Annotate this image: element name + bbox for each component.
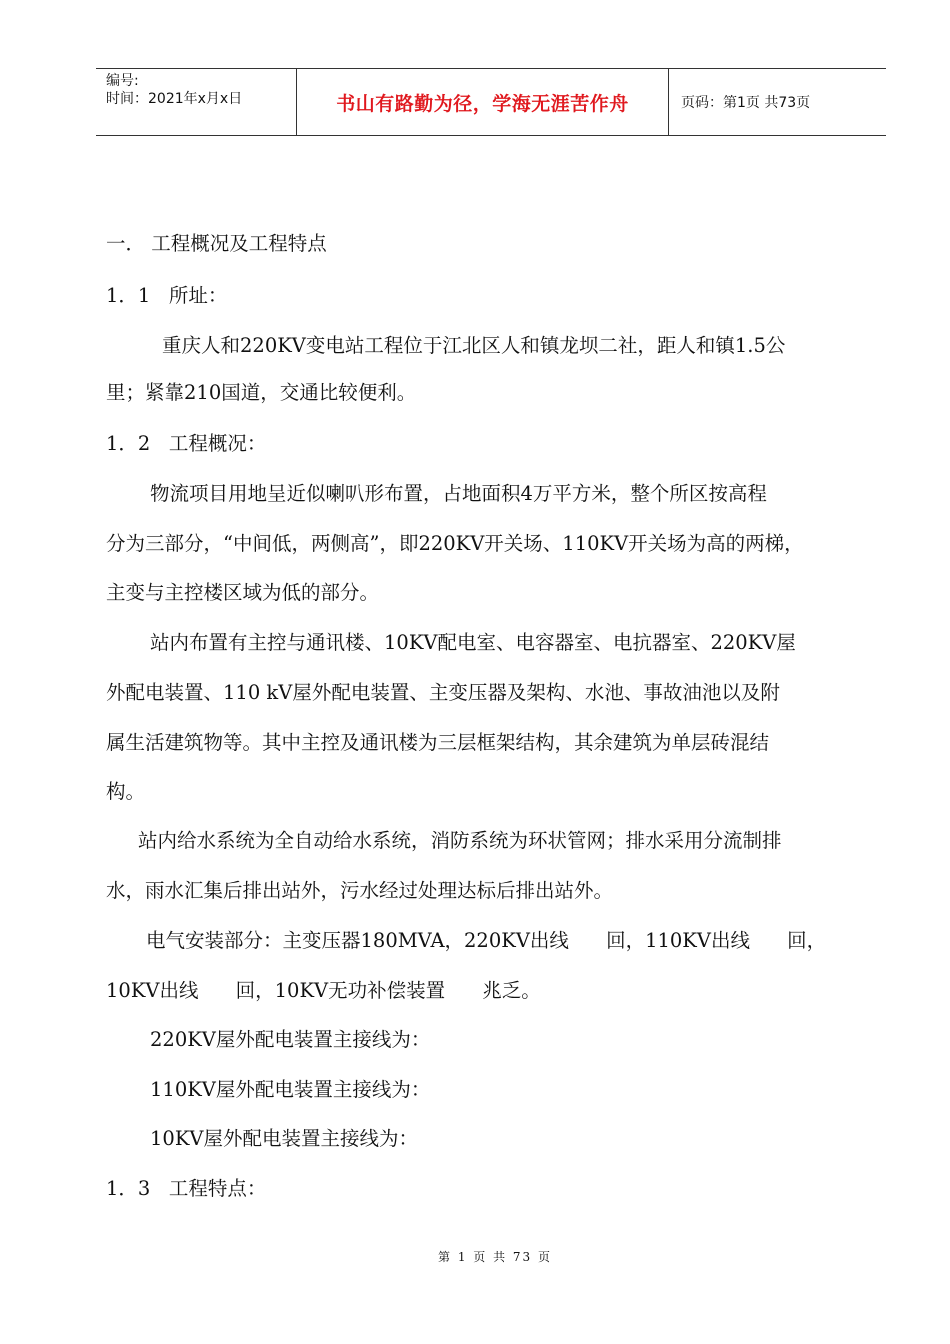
paragraph-line: 外配电装置、110 kV屋外配电装置、主变压器及架构、水池、事故油池以及附 [106,681,780,704]
paragraph-line: 属生活建筑物等。其中主控及通讯楼为三层框架结构，其余建筑为单层砖混结 [106,731,770,754]
paragraph-line: 里；紧靠210国道，交通比较便利。 [106,381,417,404]
paragraph-line: 电气安装部分：主变压器180MVA，220KV出线 回，110KV出线 回， [146,929,827,952]
paragraph-line: 重庆人和220KV变电站工程位于江北区人和镇龙坝二社，距人和镇1.5公 [162,334,786,357]
header-motto: 书山有路勤为径，学海无涯苦作舟 [297,69,669,135]
subsection-heading: 1．2 工程概况： [106,432,267,455]
paragraph-line: 10KV屋外配电装置主接线为： [150,1127,418,1150]
paragraph-line: 物流项目用地呈近似喇叭形布置，占地面积4万平方米，整个所区按高程 [150,482,767,505]
header-page-label: 页码：第1页 共73页 [681,95,811,111]
paragraph-line: 主变与主控楼区域为低的部分。 [106,581,380,604]
paragraph-line: 水，雨水汇集后排出站外，污水经过处理达标后排出站外。 [106,879,614,902]
paragraph-line: 220KV屋外配电装置主接线为： [150,1028,431,1051]
paragraph-line: 分为三部分，“中间低，两侧高”，即220KV开关场、110KV开关场为高的两梯， [106,532,804,555]
header-meta-cell [96,69,297,135]
subsection-heading: 1．3 工程特点： [106,1177,267,1200]
document-header [96,68,886,136]
section-heading: 一． 工程概况及工程特点 [106,232,327,255]
paragraph-line: 构。 [106,780,146,803]
paragraph-line: 站内布置有主控与通讯楼、10KV配电室、电容器室、电抗器室、220KV屋 [150,631,796,654]
paragraph-line: 110KV屋外配电装置主接线为： [150,1078,431,1101]
document-number-label: 编号: [106,73,139,89]
paragraph-line: 站内给水系统为全自动给水系统，消防系统为环状管网；排水采用分流制排 [138,829,782,852]
page-footer: 第 1 页 共 73 页 [438,1250,552,1264]
paragraph-line: 10KV出线 回，10KV无功补偿装置 兆乏。 [106,979,541,1002]
subsection-heading: 1．1 所址： [106,284,228,307]
document-time-label: 时间：2021年x月x日 [106,91,243,107]
